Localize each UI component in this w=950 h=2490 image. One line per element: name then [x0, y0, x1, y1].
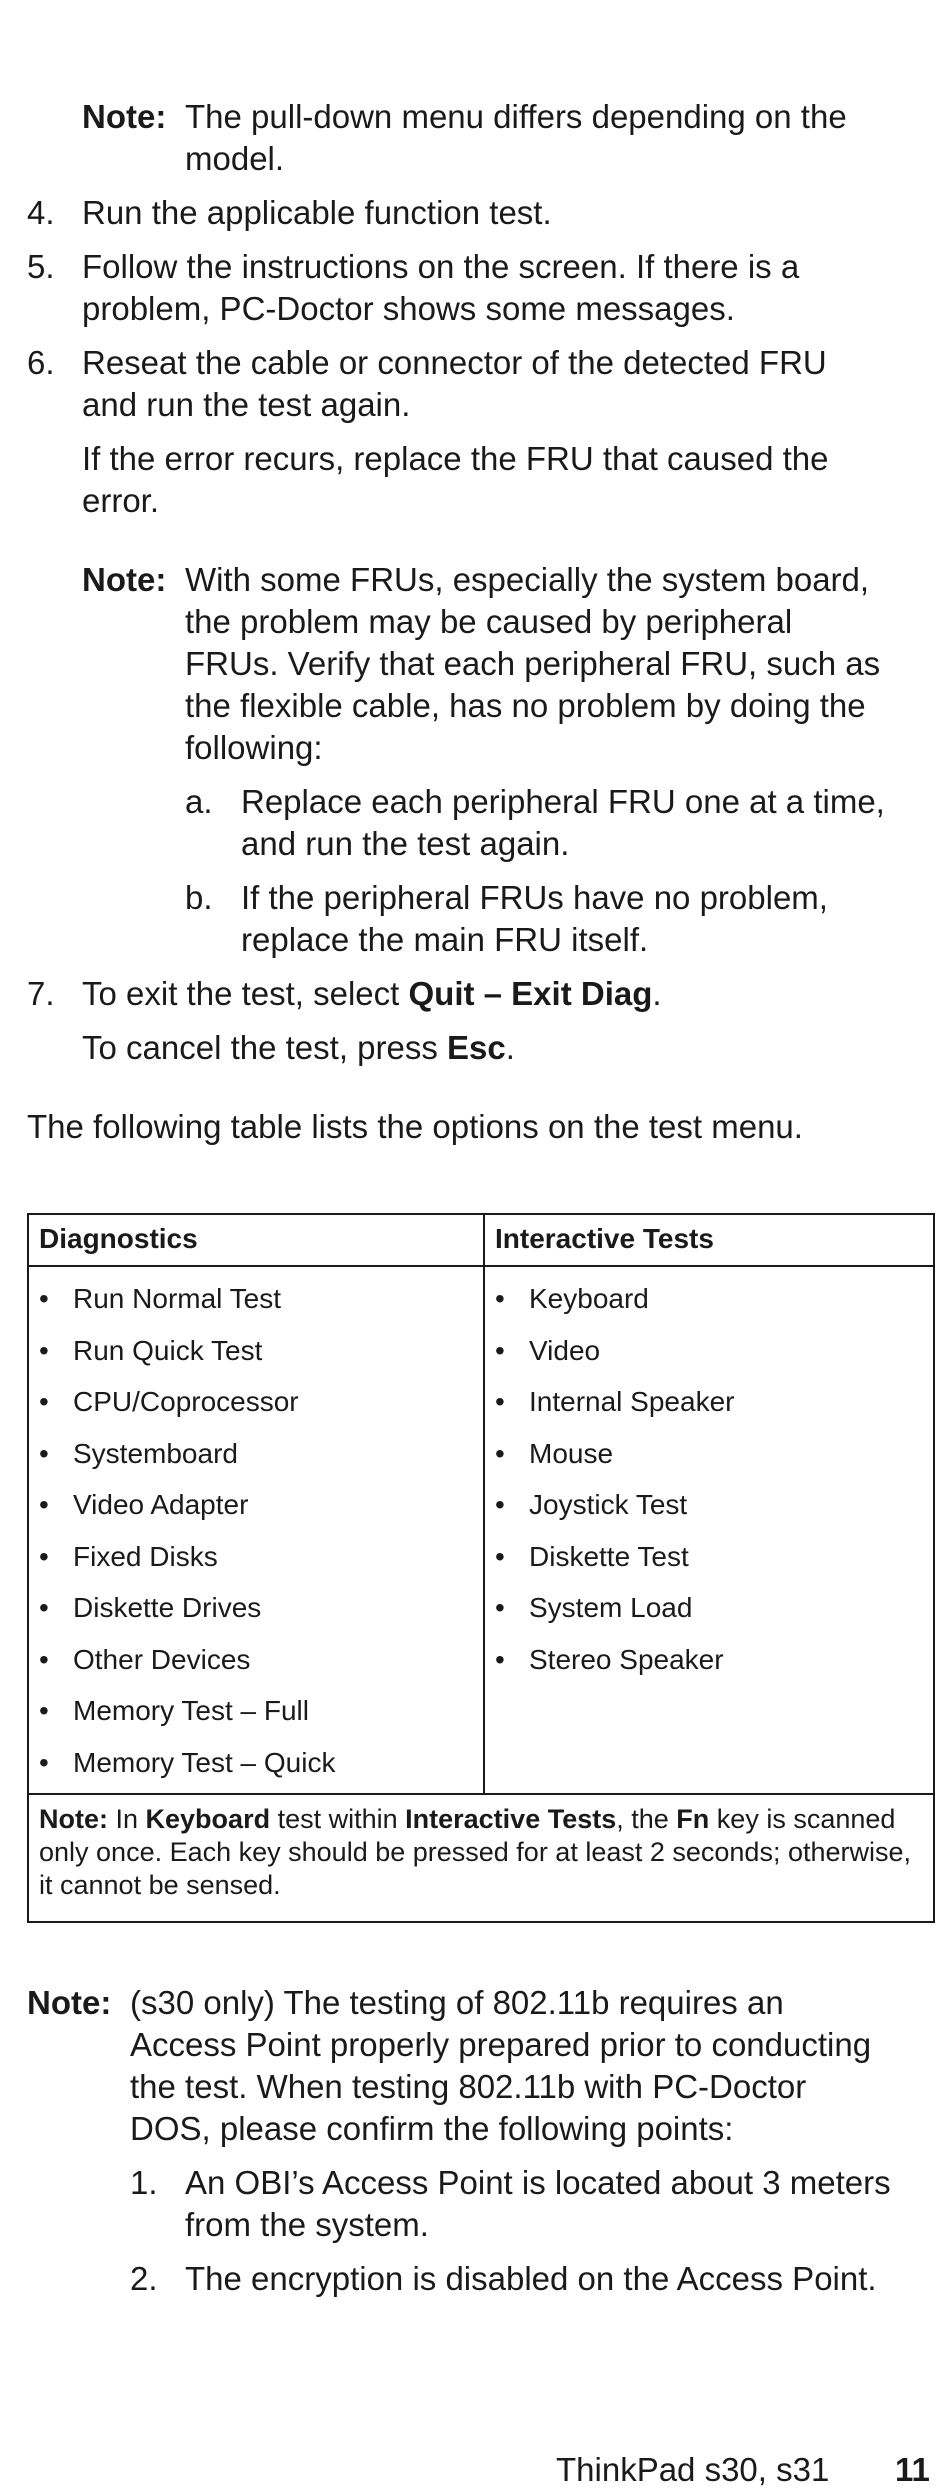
key-name: Esc	[447, 1029, 506, 1066]
list-item-label: Stereo Speaker	[529, 1643, 724, 1675]
note-emphasis: Fn	[676, 1804, 710, 1834]
bullet: •	[39, 1334, 49, 1366]
table-note	[39, 1803, 919, 1902]
bullet: •	[39, 1746, 49, 1778]
note-label: Note:	[82, 561, 167, 598]
note-text: , the	[616, 1804, 677, 1834]
list-item	[495, 1643, 734, 1695]
list-item-label: Systemboard	[73, 1437, 238, 1469]
list-item-number: 1.	[130, 2164, 158, 2201]
note-text-line: the problem may be caused by peripheral	[185, 603, 793, 640]
interactive-tests-list	[495, 1282, 734, 1694]
sub-item-text: If the peripheral FRUs have no problem,	[241, 879, 828, 916]
list-item-text: The encryption is disabled on the Access Point.	[185, 2260, 877, 2297]
table-header-diagnostics: Diagnostics	[39, 1223, 198, 1254]
bullet: •	[495, 1592, 505, 1623]
note-text: In	[108, 1804, 146, 1834]
list-item-label: Keyboard	[529, 1283, 649, 1314]
bullet: •	[39, 1283, 49, 1314]
note-emphasis: Keyboard	[145, 1804, 271, 1834]
list-item	[39, 1746, 335, 1798]
step-number: 7.	[27, 975, 55, 1012]
list-item	[39, 1488, 335, 1540]
list-item-label: Joystick Test	[529, 1489, 688, 1520]
bullet: •	[39, 1592, 49, 1623]
list-item	[39, 1334, 335, 1386]
note-text-line: model.	[185, 140, 285, 177]
step-paragraph: error.	[82, 482, 160, 519]
note-text-line: The pull-down menu differs depending on the	[185, 98, 847, 135]
list-item	[39, 1437, 335, 1489]
bullet: •	[495, 1540, 505, 1572]
list-item-label: Diskette Drives	[73, 1592, 262, 1623]
list-item	[495, 1540, 734, 1592]
step-paragraph	[82, 1027, 515, 1069]
list-item	[495, 1385, 734, 1437]
list-item-label: Internal Speaker	[529, 1386, 735, 1417]
step-number: 4.	[27, 194, 55, 231]
list-item-text: An OBI’s Access Point is located about 3 meters	[185, 2164, 891, 2201]
test-menu-table	[27, 1213, 935, 1923]
bullet: •	[39, 1695, 49, 1726]
note-text-line: Access Point properly prepared prior to conducting	[130, 2026, 872, 2063]
list-item-label: Other Devices	[73, 1643, 251, 1675]
note-text-line: With some FRUs, especially the system board,	[185, 561, 870, 598]
list-item-label: Video Adapter	[73, 1489, 249, 1520]
list-item	[39, 1694, 335, 1746]
step-text: Run the applicable function test.	[82, 194, 552, 231]
note-label: Note:	[27, 1984, 112, 2021]
list-item-label: Run Quick Test	[73, 1334, 263, 1366]
note-text-line: (s30 only) The testing of 802.11b requires an	[130, 1984, 784, 2021]
list-item-label: Diskette Test	[529, 1540, 689, 1572]
bullet: •	[39, 1540, 49, 1572]
bullet: •	[495, 1643, 505, 1675]
list-item	[495, 1591, 734, 1643]
page-number: 11	[895, 2451, 930, 2488]
list-item	[39, 1540, 335, 1592]
bullet: •	[495, 1437, 505, 1469]
list-item	[39, 1282, 335, 1334]
list-item-label: Run Normal Test	[73, 1283, 282, 1314]
bullet: •	[495, 1283, 505, 1314]
step-text	[82, 973, 662, 1015]
sub-item-letter: b.	[185, 879, 213, 916]
note-label: Note:	[82, 98, 167, 135]
step-text: Reseat the cable or connector of the detected FRU	[82, 344, 827, 381]
step-text-plain: .	[652, 975, 662, 1012]
footer-title: ThinkPad s30, s31	[556, 2451, 830, 2488]
step-number: 5.	[27, 248, 55, 285]
step-paragraph: If the error recurs, replace the FRU that caused the	[82, 440, 829, 477]
diagnostics-list	[39, 1282, 335, 1797]
bullet: •	[495, 1386, 505, 1417]
step-text: problem, PC-Doctor shows some messages.	[82, 290, 735, 327]
note-text: key is scanned only once. Each key should be pressed for at least 2 seconds; otherwise, it cannot be sensed.	[39, 1804, 912, 1900]
list-item	[495, 1282, 734, 1334]
bullet: •	[495, 1489, 505, 1520]
bullet: •	[39, 1643, 49, 1675]
step-text-plain: To cancel the test, press	[82, 1029, 448, 1066]
list-item-label: Fixed Disks	[73, 1540, 218, 1572]
bullet: •	[39, 1489, 49, 1520]
step-text-plain: To exit the test, select	[82, 975, 409, 1012]
sub-item-text: Replace each peripheral FRU one at a time,	[241, 783, 885, 820]
sub-item-letter: a.	[185, 783, 213, 820]
step-text: Follow the instructions on the screen. If there is a	[82, 248, 800, 285]
bullet: •	[39, 1437, 49, 1469]
bullet: •	[39, 1386, 49, 1417]
note-text-line: the flexible cable, has no problem by doing the	[185, 687, 866, 724]
note-label: Note:	[39, 1804, 108, 1834]
table-header-interactive-tests: Interactive Tests	[495, 1223, 714, 1254]
list-item	[39, 1591, 335, 1643]
note-emphasis: Interactive Tests	[405, 1804, 617, 1834]
list-item	[495, 1488, 734, 1540]
list-item-label: CPU/Coprocessor	[73, 1386, 299, 1417]
note-text-line: FRUs. Verify that each peripheral FRU, such as	[185, 645, 881, 682]
list-item-label: Video	[529, 1334, 601, 1366]
step-text: and run the test again.	[82, 386, 411, 423]
list-item	[39, 1643, 335, 1695]
note-text-line: DOS, please confirm the following points:	[130, 2110, 734, 2147]
sub-item-text: and run the test again.	[241, 825, 570, 862]
list-item	[495, 1437, 734, 1489]
note-text-line: the test. When testing 802.11b with PC-Doctor	[130, 2068, 807, 2105]
list-item	[39, 1385, 335, 1437]
list-item-label: System Load	[529, 1592, 693, 1623]
note-text: test within	[270, 1804, 406, 1834]
table-divider	[483, 1215, 485, 1793]
sub-item-text: replace the main FRU itself.	[241, 921, 649, 958]
note-text-line: following:	[185, 729, 323, 766]
list-item-label: Memory Test – Quick	[73, 1746, 336, 1778]
table-intro: The following table lists the options on the test menu.	[27, 1108, 803, 1145]
menu-command: Quit – Exit Diag	[408, 975, 653, 1012]
list-item-number: 2.	[130, 2260, 158, 2297]
bullet: •	[495, 1334, 505, 1366]
list-item	[495, 1334, 734, 1386]
table-divider	[29, 1265, 933, 1267]
step-text-plain: .	[505, 1029, 515, 1066]
step-number: 6.	[27, 344, 55, 381]
list-item-text: from the system.	[185, 2206, 429, 2243]
list-item-label: Memory Test – Full	[73, 1695, 309, 1726]
list-item-label: Mouse	[529, 1437, 614, 1469]
